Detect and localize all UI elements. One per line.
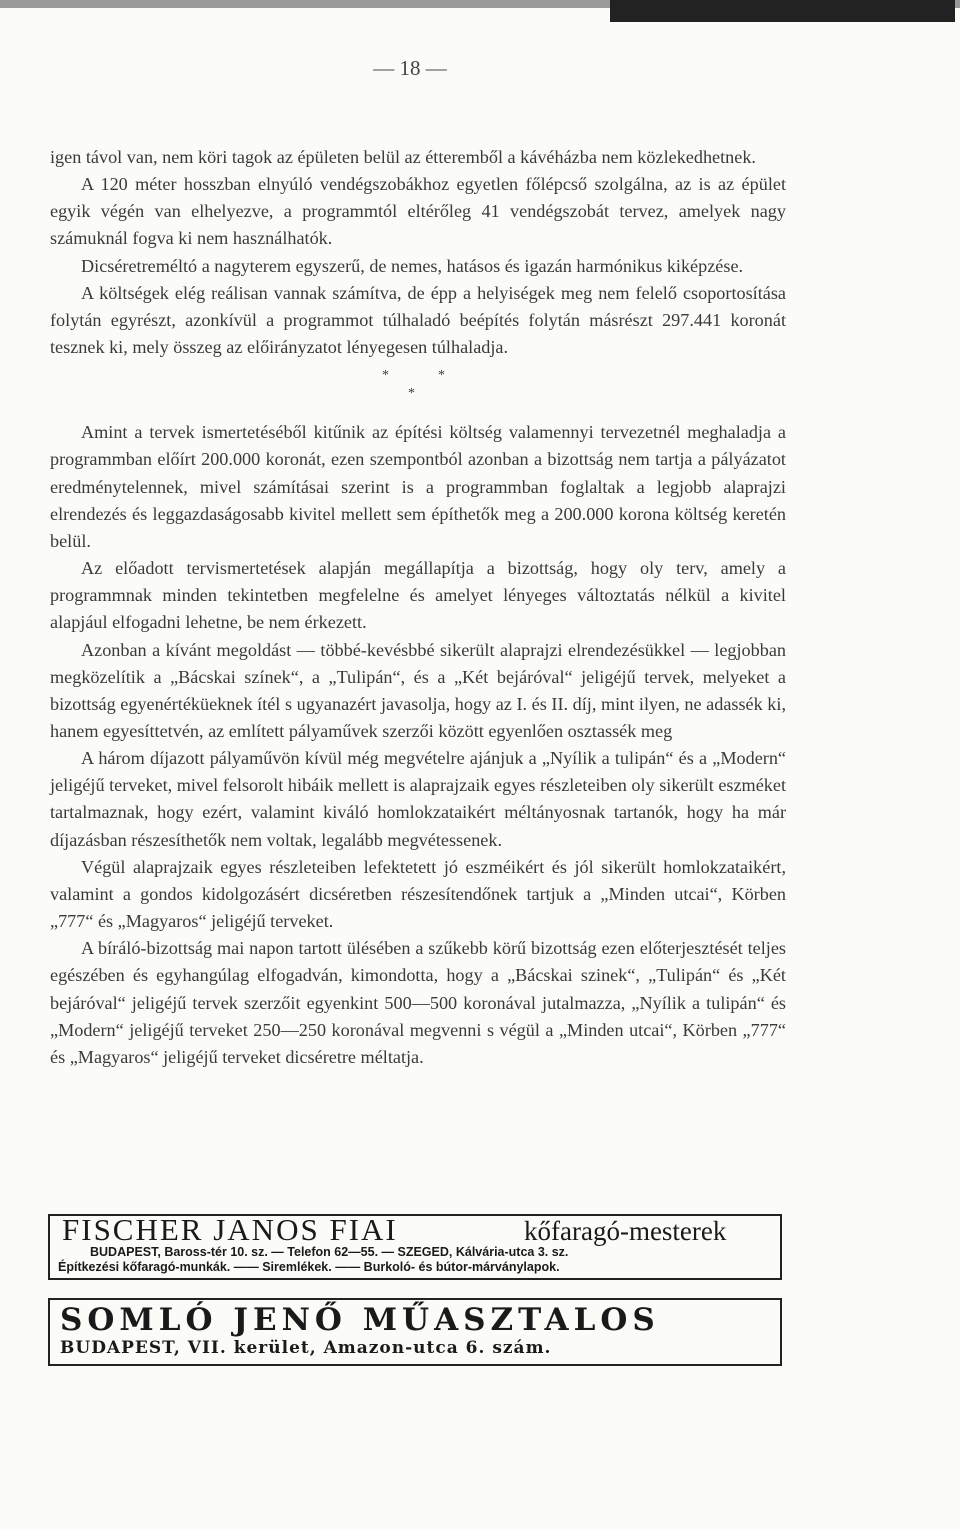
ad-address-line: BUDAPEST, VII. kerület, Amazon-utca 6. szám.: [60, 1338, 552, 1358]
paragraph: Amint a tervek ismertetéséből kitűnik az építési költség valamennyi tervezetnél meghaladja a programmban előírt 200.000 koronát, ezen szempontból azonban a bizottság nem tartja a pályázatot eredménytelennek, mivel számításai szerint is a programmban foglaltak a legjobb alaprajzi elrendezés és leggazdaságosabb kivitel mellett sem építhetők meg a 200.000 korona költség keretén belül.: [50, 422, 786, 551]
paragraph: igen távol van, nem köri tagok az épületen belül az étteremből a kávéházba nem közlekedhetnek.: [50, 147, 756, 167]
ad-company-name: FISCHER JANOS FIAI: [62, 1212, 398, 1247]
ad-services-line: Építkezési kőfaragó-munkák. —— Siremlékek. —— Burkoló- és bútor-márványlapok.: [58, 1260, 560, 1274]
paragraph: Dicséretreméltó a nagyterem egyszerű, de nemes, hatásos és igazán harmónikus kiképzése.: [81, 255, 744, 276]
paragraph-group-bottom: [50, 419, 786, 1071]
paragraph: Azonban a kívánt megoldást — többé-kevésbbé sikerült alaprajzi elrendezésükkel — legjobban megközelítik a „Bácskai színek“, a „Tulipán“, és a „Két bejáróval“ jeligéjű tervek, melyeket a bizottság egyenértéküeknek ítél s ugyanazért javasolja, hogy az I. és II. díj, mint ilyen, ne adassék ki, hanem egyesíttetvén, az említett pályaművek szerzői között egyenlően osztassék meg: [50, 639, 786, 741]
page-number: — 18 —: [373, 56, 447, 80]
scan-edge-dark-band: [610, 0, 955, 22]
advertisement-fischer: [48, 1214, 782, 1280]
paragraph: Az előadott tervismertetések alapján megállapítja a bizottság, hogy oly terv, amely a programmnak minden tekintetben megfelelne és amelyet lényeges változtatás nélkül a kivitel alapjául elfogadni lehetne, be nem érkezett.: [50, 558, 786, 633]
advertisement-somlo: [48, 1298, 782, 1366]
paragraph: A bíráló-bizottság mai napon tartott ülésében a szűkebb körű bizottság ezen előterjesztését teljes egészében és egyhangúlag elfogadván, kimondotta, hogy a „Bácskai szinek“, „Tulipán“ és „Két bejáróval“ jeligéjű tervek szerzőit egyenkint 500—500 koronával jutalmazza, „Nyílik a tulipán“ és „Modern“ jeligéjű terveket 250—250 koronával megvenni s végül a „Minden utcai“, Körben „777“ és „Magyaros“ jeligéjű terveket dicséretre méltatja.: [50, 938, 786, 1067]
section-separator: [50, 361, 786, 419]
ad-address-line: BUDAPEST, Baross-tér 10. sz. — Telefon 62—55. — SZEGED, Kálvária-utca 3. sz.: [90, 1245, 569, 1259]
paragraph: A három díjazott pályaművön kívül még megvételre ajánjuk a „Nyílik a tulipán“ és a „Modern“ jeligéjű terveket, mivel felsorolt hibáik mellett is alaprajzaik egyes részleteiben oly sikerült eszméket tartalmaznak, hogy ezért, valamint kiváló homlokzataikért méltányosnak tartanók, hogy ha már díjazásban részesíthetők nem voltak, legalább megvétessenek.: [50, 748, 786, 850]
document-body: [50, 144, 786, 1071]
separator-star: *: [408, 386, 415, 402]
ad-trade: kőfaragó-mesterek: [524, 1216, 727, 1246]
ad-company-name: SOMLÓ JENŐ MŰASZTALOS: [60, 1302, 660, 1338]
paragraph: A költségek elég reálisan vannak számítva, de épp a helyiségek meg nem felelő csoportosítása folytán egyrészt, azonkívül a programmot túlhaladó beépítés folytán másrészt 297.441 koronát tesznek ki, mely összeg az előirányzatot lényegesen túlhaladja.: [50, 282, 786, 358]
separator-star: *: [438, 368, 445, 384]
paragraph-group-top: [50, 144, 786, 361]
separator-star: *: [382, 368, 389, 384]
paragraph: Végül alaprajzaik egyes részleteiben lefektetett jó eszméikért és jól sikerült homlokzataikért, valamint a gondos kidolgozásért dicséretben részesítendőnek tartjuk a „Minden utcai“, Körben „777“ és „Magyaros“ jeligéjű terveket.: [50, 856, 786, 932]
paragraph: A 120 méter hosszban elnyúló vendégszobákhoz egyetlen főlépcső szolgálna, az is az épület egyik végén van elhelyezve, a programmtól eltérőleg 41 vendégszobát tervez, amelyek nagy számuknál fogva ki nem használhatók.: [50, 174, 786, 249]
